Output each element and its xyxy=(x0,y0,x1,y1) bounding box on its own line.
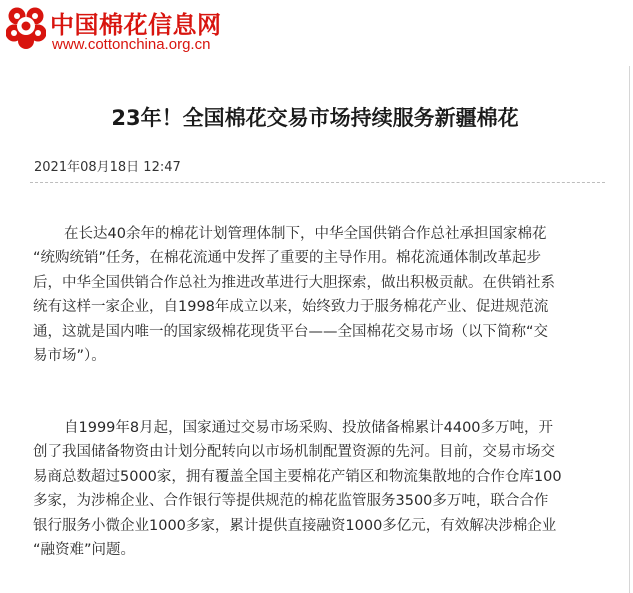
paragraph-line: 在长达40余年的棉花计划管理体制下，中华全国供销合作总社承担国家棉花 xyxy=(64,226,547,242)
site-url[interactable]: www.cottonchina.org.cn xyxy=(52,36,211,53)
paragraph-line: 自1999年8月起，国家通过交易市场采购、投放储备棉累计4400多万吨，开 xyxy=(64,420,554,436)
paragraph-line: 后，中华全国供销合作总社为推进改革进行大胆探索，做出积极贡献。在供销社系 xyxy=(33,274,555,291)
site-header xyxy=(0,0,633,66)
paragraph-line: 多家，为涉棉企业、合作银行等提供规范的棉花监管服务3500多万吨，联合合作 xyxy=(33,493,549,510)
paragraph-line: “融资难”问题。 xyxy=(33,541,136,558)
title-divider xyxy=(30,182,605,183)
paragraph-line: 创了我国储备物资由计划分配转向以市场机制配置资源的先河。目前，交易市场交 xyxy=(33,444,555,461)
article-paragraph-1 xyxy=(33,222,605,368)
paragraph-line: 易商总数超过5000家，拥有覆盖全国主要棉花产销区和物流集散地的合作仓库100 xyxy=(33,468,562,485)
article-paragraph-2 xyxy=(33,416,605,562)
cotton-flower-logo-icon[interactable] xyxy=(6,6,46,50)
article-date: 2021年08月18日 12:47 xyxy=(34,160,181,175)
paragraph-line: “统购统销”任务，在棉花流通中发挥了重要的主导作用。棉花流通体制改革起步 xyxy=(33,250,542,267)
paragraph-line: 易市场”）。 xyxy=(33,347,106,364)
article-title: 23年！全国棉花交易市场持续服务新疆棉花 xyxy=(111,106,519,130)
site-name[interactable]: 中国棉花信息网 xyxy=(50,11,222,39)
paragraph-line: 银行服务小微企业1000多家，累计提供直接融资1000多亿元，有效解决涉棉企业 xyxy=(33,517,557,534)
paragraph-line: 统有这样一家企业，自1998年成立以来，始终致力于服务棉花产业、促进规范流 xyxy=(33,299,549,316)
paragraph-line: 通，这就是国内唯一的国家级棉花现货平台——全国棉花交易市场（以下简称“交 xyxy=(33,323,549,340)
